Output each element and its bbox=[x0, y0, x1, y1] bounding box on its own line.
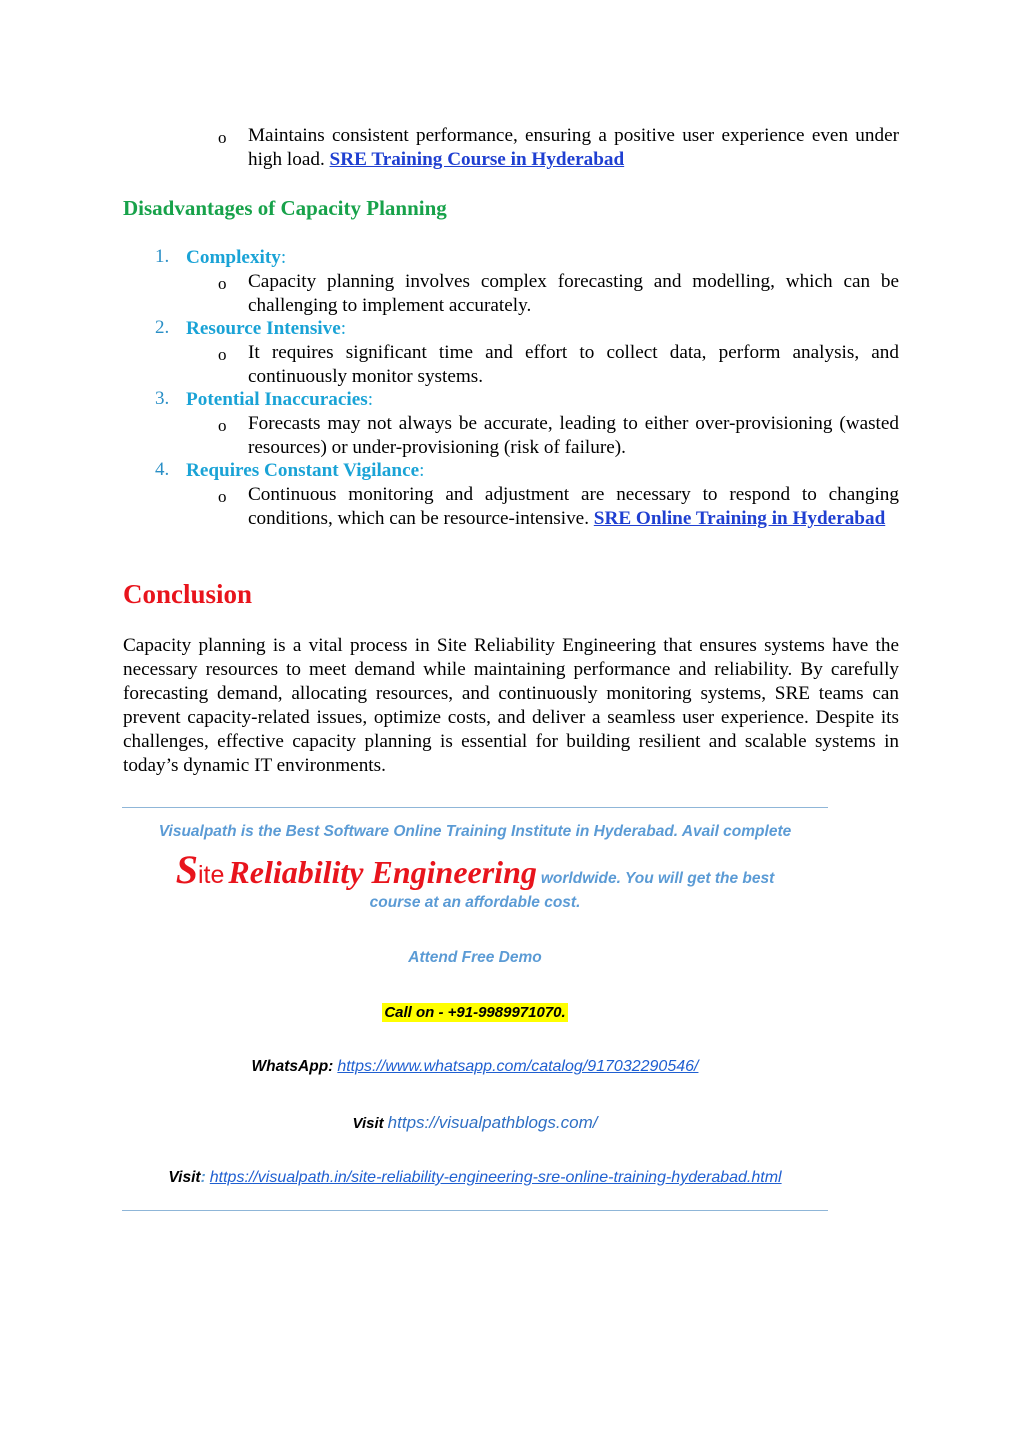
conclusion-paragraph: Capacity planning is a vital process in Site Reliability Engineering that ensures systems have the necessary resources to meet demand while maintaining performance and reliability. By carefully forecasting demand, allocating resources, and continuously monitoring systems, SRE teams can prevent capacity-related issues, optimize costs, and deliver a seamless user experience. Despite its challenges, effective capacity planning is essential for building resilient and scalable systems in today’s dynamic IT environments. bbox=[123, 635, 899, 776]
whatsapp-link[interactable]: https://www.whatsapp.com/catalog/917032290546/ bbox=[337, 1058, 699, 1075]
bullet-marker: o bbox=[218, 128, 227, 147]
divider-bottom bbox=[122, 1210, 828, 1211]
whatsapp-line bbox=[122, 1058, 828, 1076]
disadvantages-heading: Disadvantages of Capacity Planning bbox=[123, 196, 447, 220]
visit-label: Visit bbox=[352, 1115, 384, 1132]
whatsapp-label: WhatsApp: bbox=[251, 1058, 334, 1075]
attend-free-demo: Attend Free Demo bbox=[408, 949, 542, 966]
promo-line-1: Visualpath is the Best Software Online Training Institute in Hyderabad. Avail complete bbox=[158, 823, 792, 840]
sre-online-training-link[interactable]: SRE Online Training in Hyderabad bbox=[593, 508, 886, 529]
list-item-detail: Forecasts may not always be accurate, leading to either over-provisioning (wasted resources) or under-provisioning (risk of failure). bbox=[248, 413, 899, 458]
list-item-detail: It requires significant time and effort to collect data, perform analysis, and continuously monitor systems. bbox=[248, 342, 899, 387]
brand-name: Reliability Engineering bbox=[228, 854, 537, 890]
list-item-number: 2. bbox=[155, 317, 170, 338]
visit-colon: : bbox=[200, 1169, 206, 1186]
brand-initial: S bbox=[175, 847, 198, 892]
intro-bullet-body: Maintains consistent performance, ensuring a positive user experience even under high load. bbox=[248, 125, 899, 170]
promo-line-2-tail: worldwide. You will get the best bbox=[540, 870, 775, 887]
call-line bbox=[122, 1004, 828, 1022]
visualpath-course-link[interactable]: https://visualpath.in/site-reliability-engineering-sre-online-training-hyderabad.html bbox=[209, 1169, 782, 1186]
conclusion-heading: Conclusion bbox=[123, 579, 253, 609]
call-phone-number: Call on - +91-9989971070. bbox=[384, 1004, 566, 1021]
sre-training-course-link[interactable]: SRE Training Course in Hyderabad bbox=[329, 149, 625, 170]
list-item-detail: Capacity planning involves complex forecasting and modelling, which can be challenging to implement accurately. bbox=[248, 271, 899, 316]
list-item-title: Requires Constant Vigilance: bbox=[186, 460, 425, 481]
list-item-detail bbox=[248, 483, 899, 531]
visit-blog-line bbox=[122, 1113, 828, 1133]
list-item-title: Complexity: bbox=[186, 247, 287, 268]
list-item-title: Resource Intensive: bbox=[186, 318, 347, 339]
visit-course-line bbox=[122, 1169, 828, 1187]
bullet-marker: o bbox=[218, 416, 227, 435]
divider-top bbox=[122, 807, 828, 808]
list-item-detail-text: Continuous monitoring and adjustment are necessary to respond to changing conditions, which can be resource-intensive. bbox=[248, 484, 899, 529]
list-item-title: Potential Inaccuracies: bbox=[186, 389, 374, 410]
promo-line-3: course at an affordable cost. bbox=[369, 894, 581, 911]
list-item-number: 1. bbox=[155, 246, 170, 267]
list-item-number: 4. bbox=[155, 459, 170, 480]
bullet-marker: o bbox=[218, 274, 227, 293]
brand-ite: ite bbox=[197, 861, 225, 889]
bullet-marker: o bbox=[218, 487, 227, 506]
bullet-marker: o bbox=[218, 345, 227, 364]
visit-label: Visit bbox=[168, 1169, 201, 1186]
intro-bullet-text bbox=[248, 124, 899, 172]
list-item-number: 3. bbox=[155, 388, 170, 409]
visualpath-blogs-link[interactable]: https://visualpathblogs.com/ bbox=[387, 1113, 598, 1132]
